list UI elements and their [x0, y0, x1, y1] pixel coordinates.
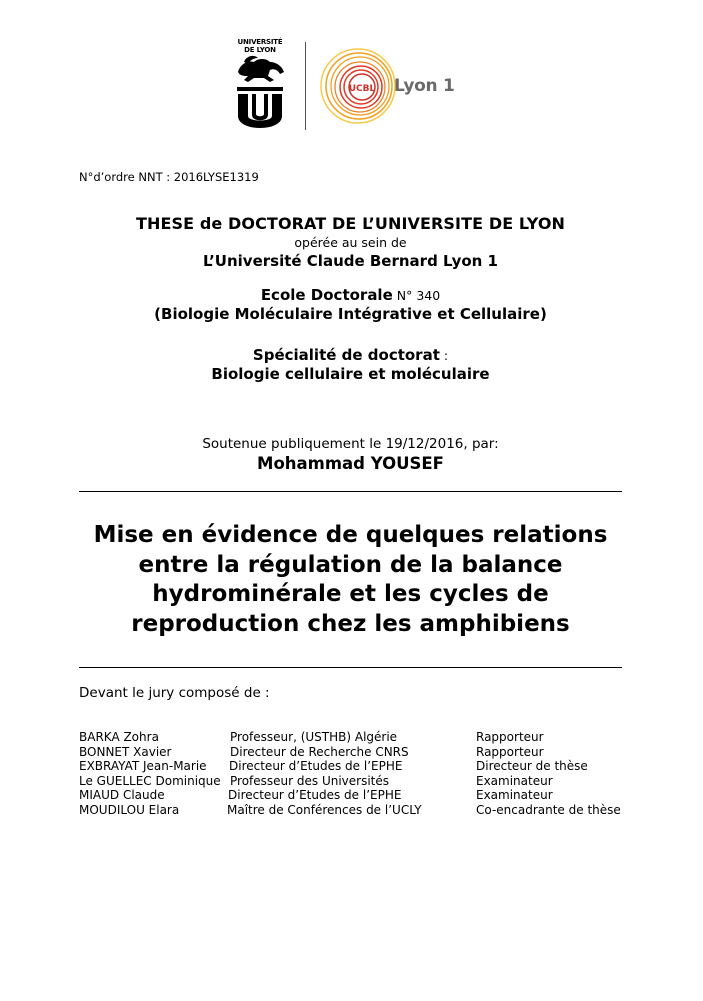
ucbl-badge-text: UCBL [348, 84, 376, 94]
jury-row [79, 774, 639, 789]
thesis-title-line: Mise en évidence de quelques relations [93, 522, 608, 548]
jury-role: Maître de Conférences de l’UCLY [227, 802, 422, 817]
logo-bar [232, 38, 462, 138]
thesis-title-line: reproduction chez les amphibiens [131, 610, 570, 637]
jury-role: Professeur des Universités [230, 773, 390, 788]
thesis-title-line: hydrominérale et les cycles de [152, 581, 549, 607]
udl-logo-line-2: DE LYON [244, 46, 276, 54]
operee-text: opérée au sein de [294, 235, 407, 250]
jury-role: Directeur d’Etudes de l’EPHE [229, 759, 403, 774]
jury-function: Examinateur [476, 788, 553, 803]
jury-function: Examinateur [476, 773, 553, 788]
ecole-doctorale-line [79, 286, 622, 304]
universite-de-lyon-logo [232, 38, 288, 134]
jury-function: Rapporteur [476, 744, 544, 759]
logo-divider [305, 42, 306, 130]
ucbl-circles-icon [320, 40, 400, 132]
jury-function: Co-encadrante de thèse [476, 802, 621, 817]
jury-row [79, 759, 639, 774]
ecole-doctorale-number: N° 340 [392, 288, 441, 303]
ucbl-lyon1-logo [320, 40, 460, 132]
ecole-doctorale-name: (Biologie Moléculaire Intégrative et Cellulaire) [154, 305, 547, 323]
jury-row [79, 788, 639, 803]
divider-bottom [79, 667, 622, 668]
jury-name: MOUDILOU Elara [79, 802, 180, 817]
jury-name: BONNET Xavier [79, 744, 172, 759]
lion-emblem-icon [234, 54, 286, 132]
specialite-colon: : [439, 348, 449, 363]
jury-intro: Devant le jury composé de : [79, 685, 270, 701]
jury-role: Directeur d’Etudes de l’EPHE [228, 788, 402, 803]
jury-name: BARKA Zohra [79, 730, 159, 744]
jury-name: MIAUD Claude [79, 788, 165, 803]
jury-row [79, 745, 639, 760]
jury-name: EXBRAYAT Jean-Marie [79, 759, 207, 774]
jury-row [79, 730, 639, 745]
university-name: L’Université Claude Bernard Lyon 1 [203, 252, 498, 270]
jury-role: Directeur de Recherche CNRS [230, 744, 409, 759]
jury-role: Professeur, (USTHB) Algérie [230, 730, 398, 744]
author-name: Mohammad YOUSEF [257, 454, 444, 473]
specialite-name: Biologie cellulaire et moléculaire [211, 365, 490, 383]
lyon1-logo-text: Lyon 1 [394, 76, 455, 96]
thesis-title [79, 521, 622, 639]
udl-logo-line-1: UNIVERSITÉ [237, 38, 283, 46]
jury-function: Rapporteur [476, 730, 544, 744]
jury-row [79, 803, 639, 818]
specialite-line [79, 346, 622, 364]
ecole-doctorale-label: Ecole Doctorale [260, 286, 393, 304]
thesis-title-line: entre la régulation de la balance [138, 551, 563, 578]
nnt-number: N°d’ordre NNT : 2016LYSE1319 [79, 170, 259, 184]
divider-top [79, 491, 622, 492]
udl-logo-text [232, 38, 288, 54]
jury-function: Directeur de thèse [476, 759, 588, 774]
specialite-label: Spécialité de doctorat [252, 346, 440, 364]
defense-date: Soutenue publiquement le 19/12/2016, par: [202, 436, 499, 452]
jury-list [79, 730, 639, 818]
thesis-type-heading: THESE de DOCTORAT DE L’UNIVERSITE DE LYON [135, 214, 566, 233]
jury-name: Le GUELLEC Dominique [79, 773, 221, 788]
